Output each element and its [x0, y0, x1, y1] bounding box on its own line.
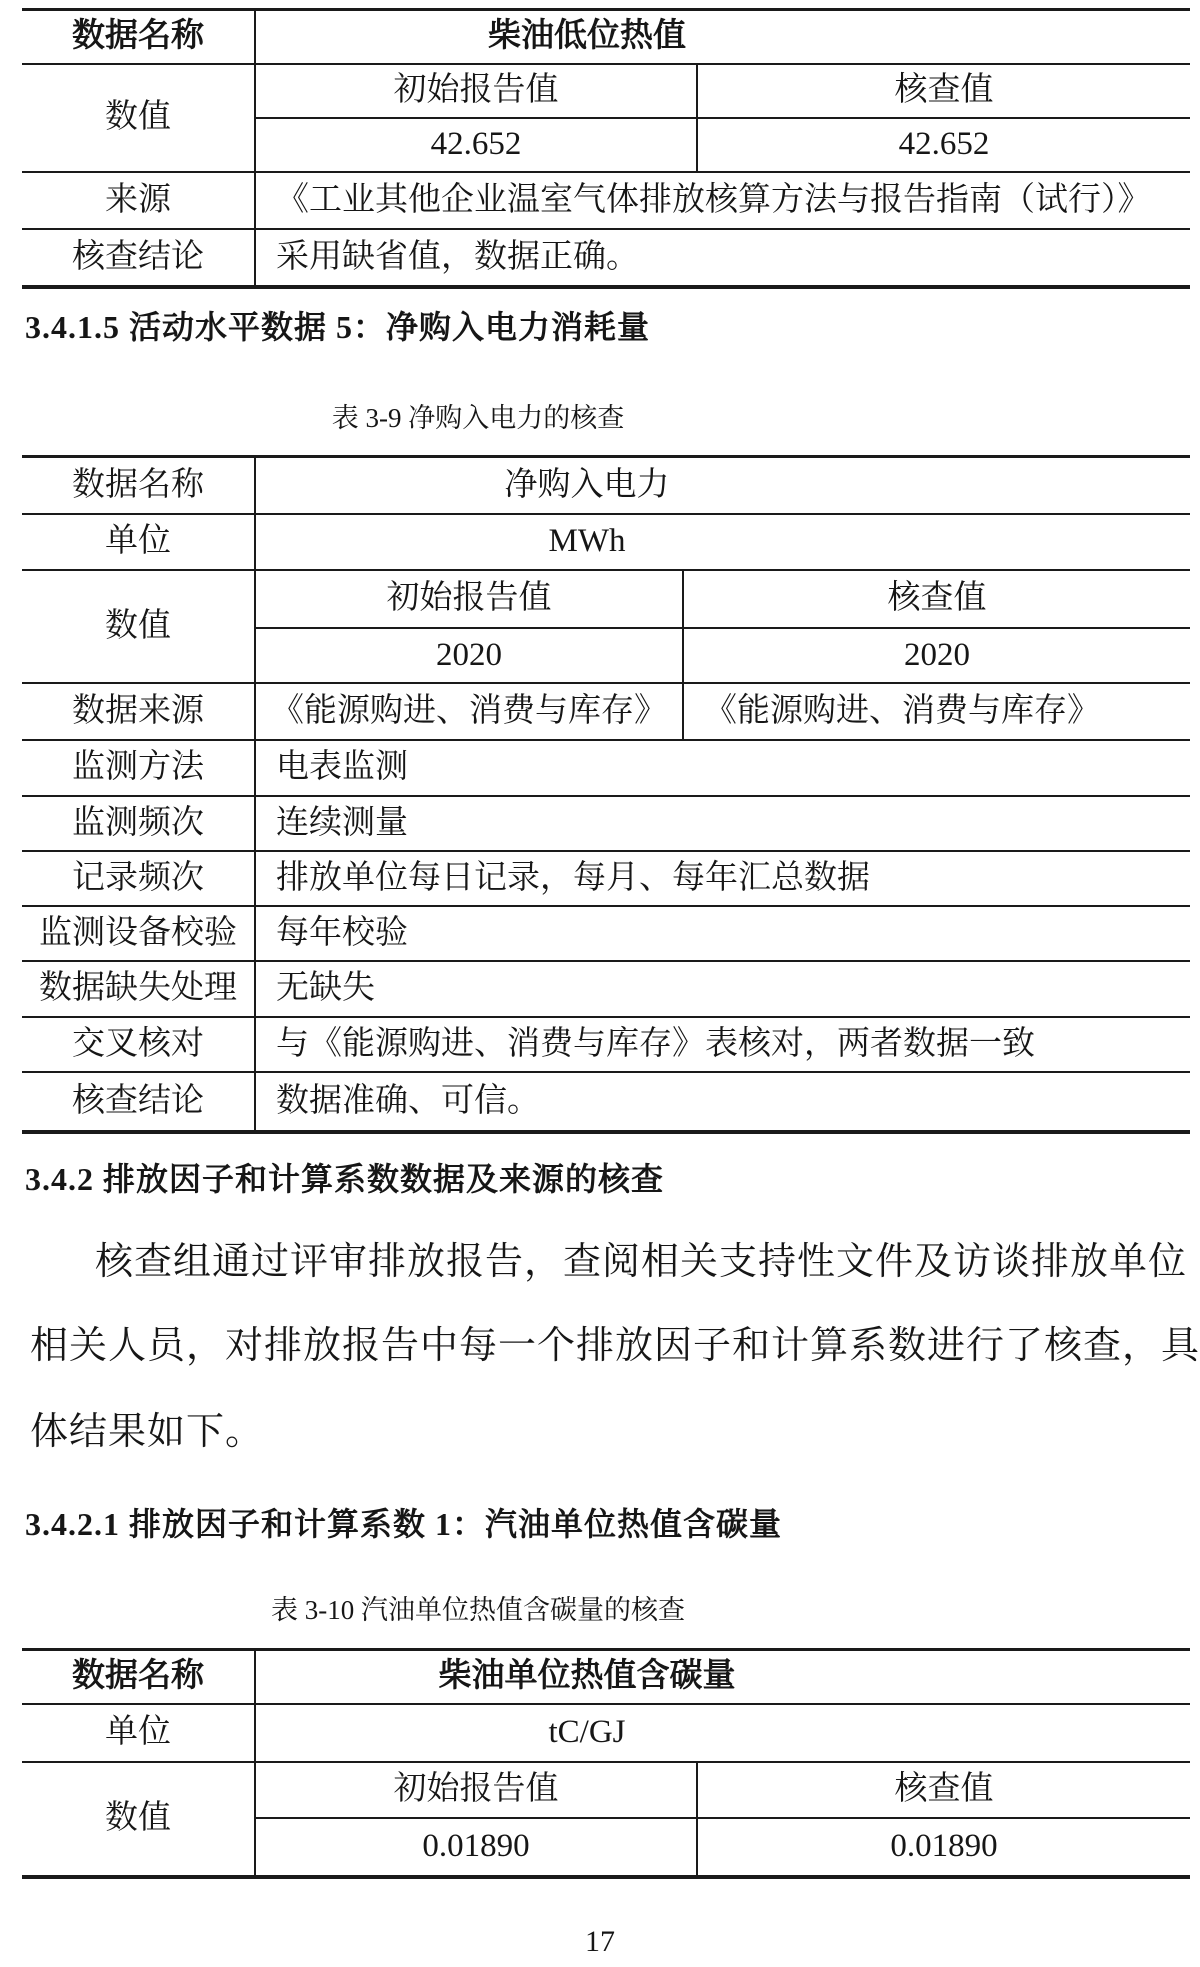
- paragraph-line-1: 核查组通过评审排放报告，查阅相关支持性文件及访谈排放单位: [95, 1241, 1188, 1283]
- cell-source-label: 来源: [22, 173, 254, 230]
- cell-verified-label: 核查值: [696, 1763, 1190, 1819]
- cell-data-source-label: 数据来源: [22, 684, 254, 741]
- cell-monitor-frequency-label: 监测频次: [22, 797, 254, 852]
- cell-data-name-label: 数据名称: [22, 11, 254, 65]
- table-3-10-caption-text: 表 3-10 汽油单位热值含碳量的核查: [271, 1595, 685, 1625]
- table-diesel-heating-value: [22, 8, 1190, 289]
- cell-conclusion-label: 核查结论: [72, 238, 204, 275]
- cell-conclusion-value: 采用缺省值，数据正确。: [254, 230, 1190, 285]
- cell-device-calibration-label: 监测设备校验: [22, 907, 254, 962]
- cell-verified-value: 42.652: [696, 119, 1190, 173]
- table-3-9-caption: [0, 396, 1200, 435]
- cell-data-source-verified: 《能源购进、消费与库存》: [682, 684, 1190, 741]
- cell-initial-report-label: 初始报告值: [254, 571, 682, 629]
- cell-unit-value: tC/GJ: [254, 1705, 1190, 1763]
- table-3-10-carbon-content: [22, 1648, 1190, 1879]
- cell-device-calibration-value: 每年校验: [254, 907, 1190, 962]
- cell-source-value: 《工业其他企业温室气体排放核算方法与报告指南（试行）》: [254, 173, 1190, 230]
- cell-data-source-initial: 《能源购进、消费与库存》: [254, 684, 682, 741]
- cell-initial-report-label: 初始报告值: [254, 1763, 696, 1819]
- page-number: 17: [585, 1925, 615, 1958]
- cell-conclusion-value: 数据准确、可信。: [254, 1073, 1190, 1130]
- cell-value-label: 数值: [22, 65, 254, 173]
- cell-data-name-label: 数据名称: [22, 458, 254, 515]
- cell-unit-label: 单位: [22, 1705, 254, 1763]
- cell-unit-value: MWh: [254, 515, 1190, 571]
- cell-data-name-value: 柴油低位热值: [254, 11, 1190, 65]
- section-heading-3-4-1-5: 3.4.1.5 活动水平数据 5：净购入电力消耗量: [25, 309, 651, 345]
- cell-monitor-method-label: 监测方法: [22, 741, 254, 797]
- cell-verified-value: 2020: [682, 629, 1190, 684]
- cell-conclusion-label: 核查结论: [72, 1082, 204, 1119]
- cell-verified-value: 0.01890: [696, 1819, 1190, 1875]
- cell-value-label: 数值: [22, 571, 254, 684]
- cell-record-frequency-value: 排放单位每日记录，每月、每年汇总数据: [254, 852, 1190, 907]
- cell-missing-data-label: 数据缺失处理: [22, 962, 254, 1018]
- cell-initial-value: 42.652: [254, 119, 696, 173]
- paragraph-line-3: 体结果如下。: [30, 1411, 265, 1453]
- table-3-9-caption-text: 表 3-9 净购入电力的核查: [331, 403, 625, 433]
- table-3-9-net-electricity: [22, 455, 1190, 1134]
- cell-missing-data-value: 无缺失: [254, 962, 1190, 1018]
- cell-initial-report-label: 初始报告值: [254, 65, 696, 119]
- cell-initial-value: 0.01890: [254, 1819, 696, 1875]
- cell-monitor-frequency-value: 连续测量: [254, 797, 1190, 852]
- cell-verified-label: 核查值: [696, 65, 1190, 119]
- cell-initial-value: 2020: [254, 629, 682, 684]
- cell-value-label: 数值: [105, 1800, 171, 1837]
- cell-data-name-label: 数据名称: [22, 1651, 254, 1705]
- cell-cross-check-value: 与《能源购进、消费与库存》表核对，两者数据一致: [254, 1018, 1190, 1073]
- cell-data-name-value: 净购入电力: [254, 458, 1190, 515]
- cell-cross-check-label: 交叉核对: [22, 1018, 254, 1073]
- cell-data-name-value: 柴油单位热值含碳量: [254, 1651, 1190, 1705]
- table-3-10-caption: [0, 1588, 1200, 1627]
- section-heading-3-4-2: 3.4.2 排放因子和计算系数数据及来源的核查: [25, 1161, 665, 1197]
- cell-unit-label: 单位: [22, 515, 254, 571]
- cell-verified-label: 核查值: [682, 571, 1190, 629]
- cell-monitor-method-value: 电表监测: [254, 741, 1190, 797]
- paragraph-line-2: 相关人员，对排放报告中每一个排放因子和计算系数进行了核查，具: [30, 1325, 1200, 1367]
- cell-record-frequency-label: 记录频次: [22, 852, 254, 907]
- section-heading-3-4-2-1: 3.4.2.1 排放因子和计算系数 1：汽油单位热值含碳量: [25, 1506, 783, 1542]
